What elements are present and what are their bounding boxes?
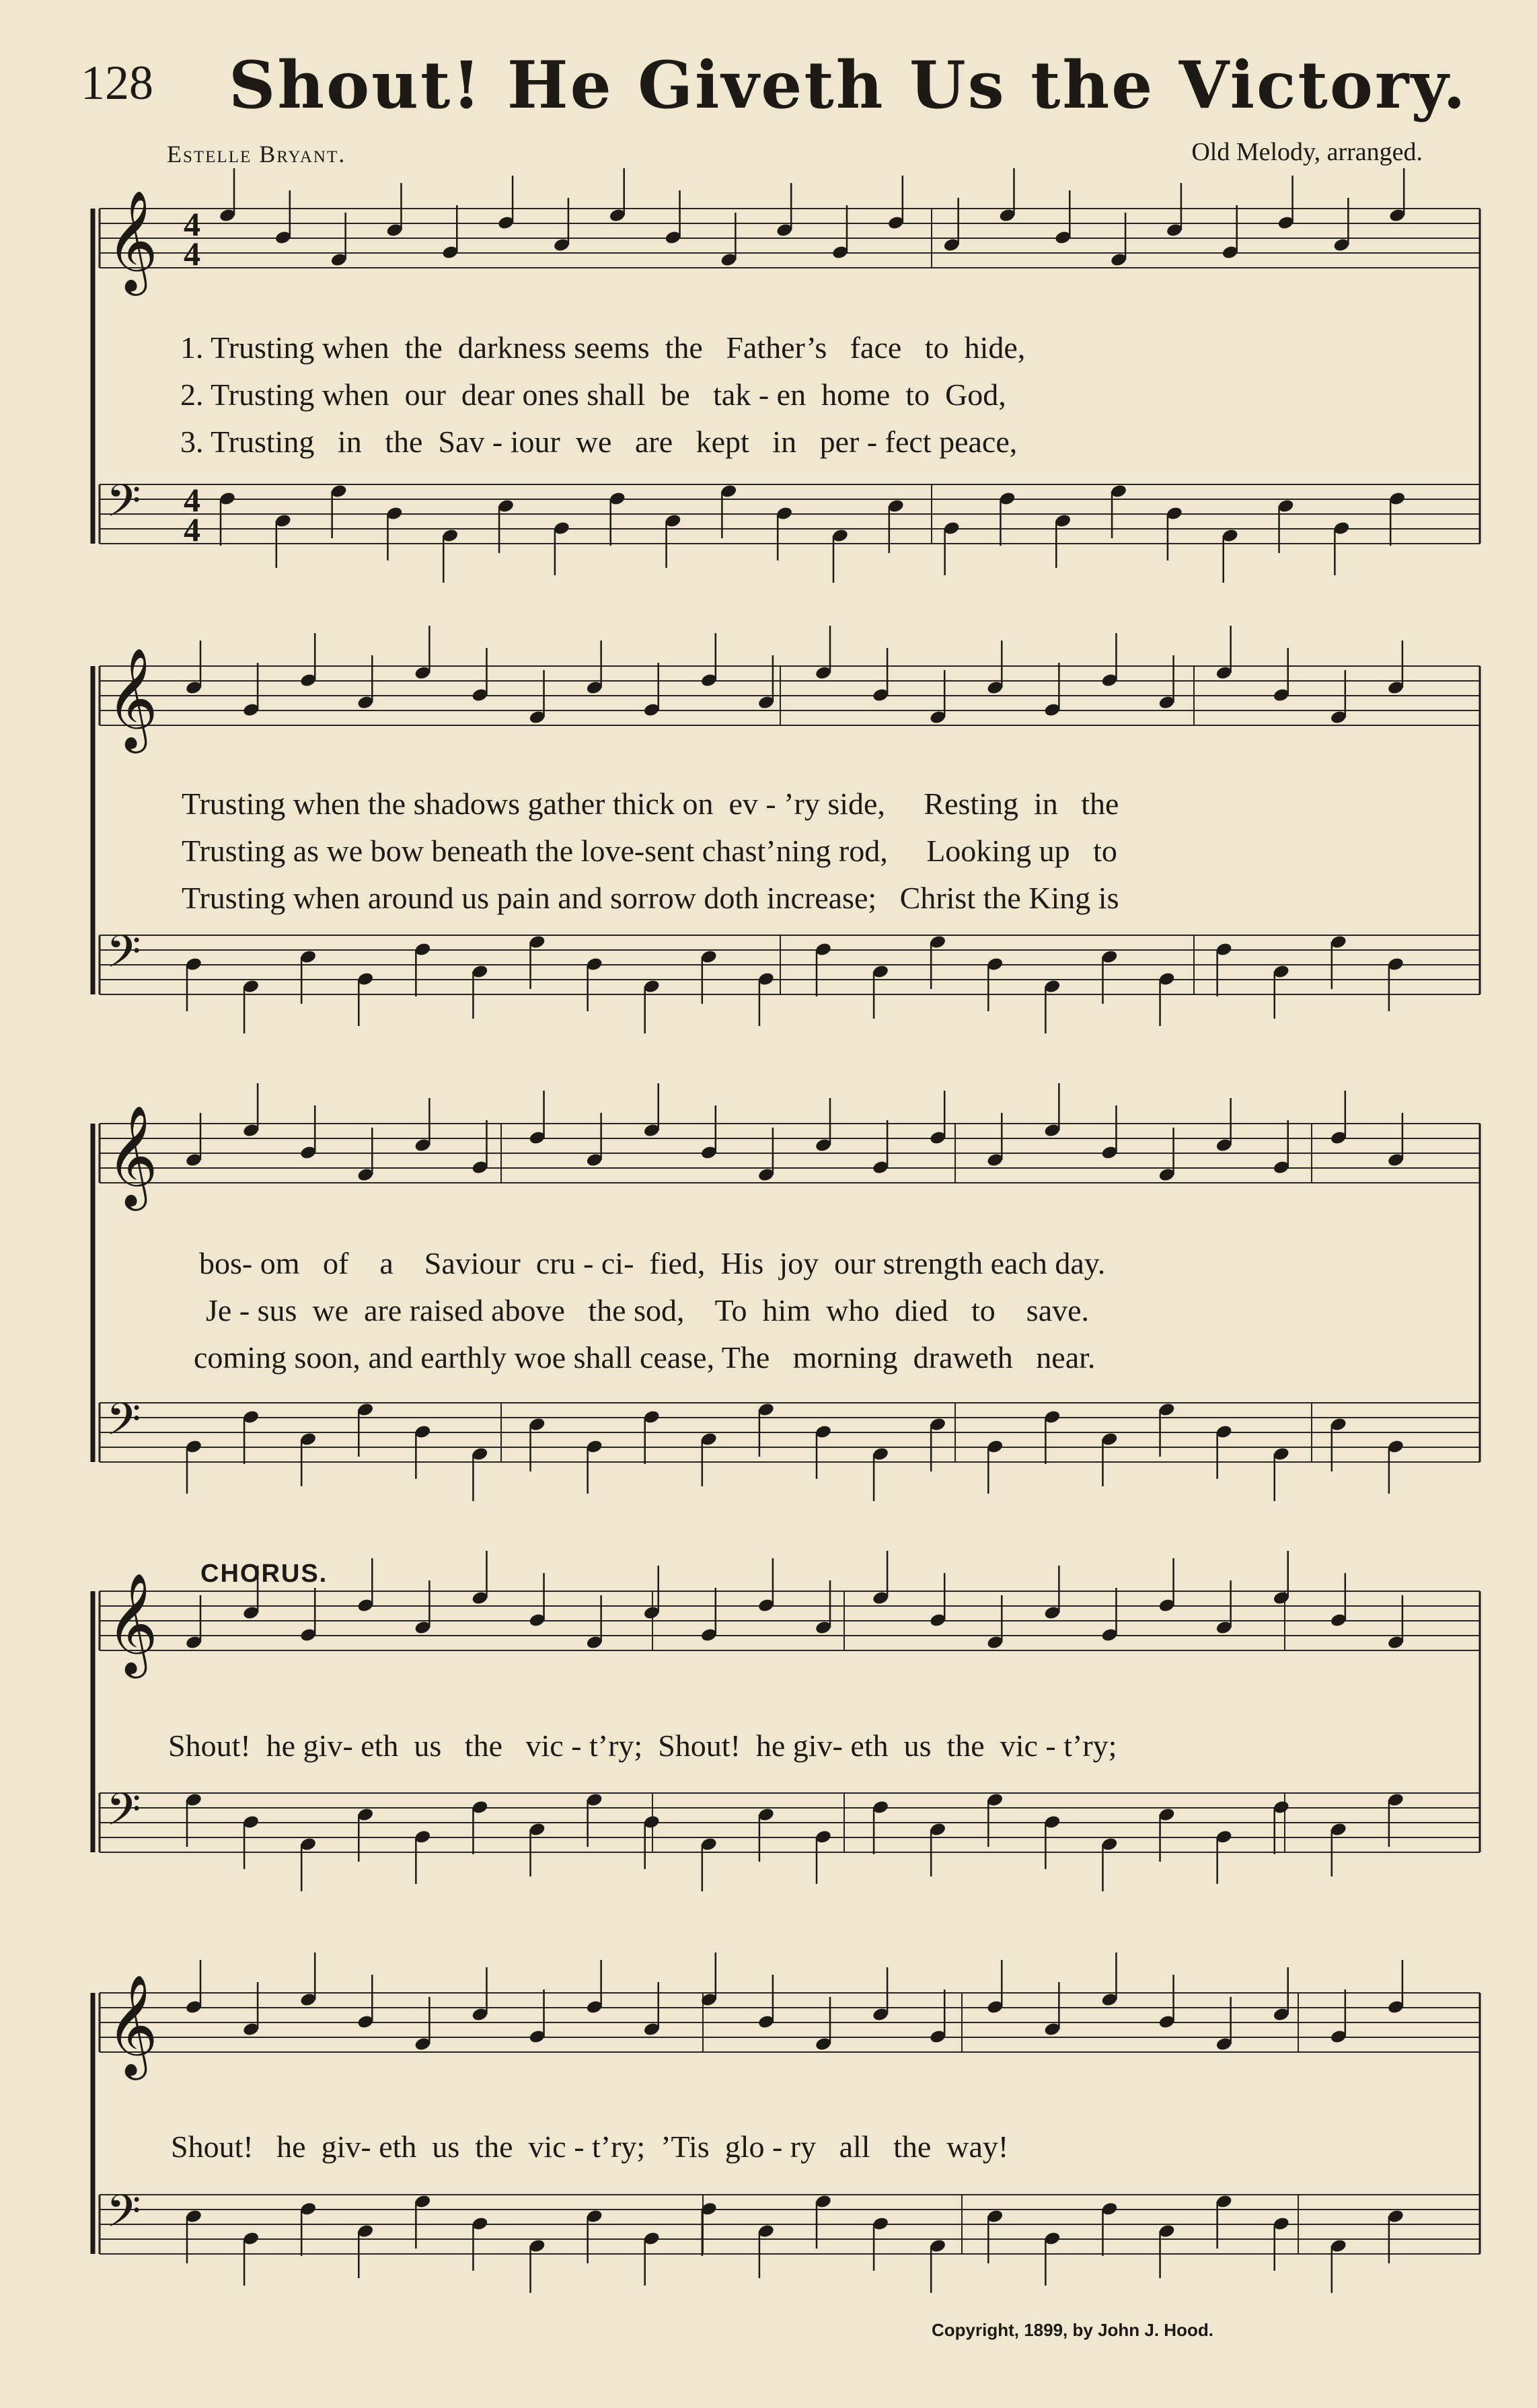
- lyric-line: 3. Trusting in the Sav - iour we are kept in per - fect peace,: [180, 425, 1018, 459]
- lyric-line: Shout! he giv- eth us the vic - t’ry; ’Tis glo - ry all the way!: [171, 2129, 1009, 2164]
- lyric-line: 1. Trusting when the darkness seems the Father’s face to hide,: [180, 330, 1026, 365]
- treble-clef-icon: 𝄞: [106, 189, 158, 291]
- bass-clef-icon: 𝄢: [106, 926, 141, 988]
- chorus-label: CHORUS.: [200, 1560, 328, 1588]
- treble-clef-icon: 𝄞: [106, 1572, 158, 1674]
- time-signature: 4: [184, 511, 200, 548]
- copyright-notice: Copyright, 1899, by John J. Hood.: [932, 2320, 1213, 2340]
- bass-clef-icon: 𝄢: [106, 475, 141, 538]
- lyric-line: coming soon, and earthly woe shall cease, The morning draweth near.: [194, 1340, 1096, 1375]
- bass-clef-icon: 𝄢: [106, 2185, 141, 2248]
- lyric-line: Trusting as we bow beneath the love-sent chast’ning rod, Looking up to: [182, 834, 1117, 868]
- hymn-title: Shout! He Giveth Us the Victory.: [229, 47, 1468, 123]
- page-number: 128: [81, 56, 153, 110]
- lyric-line: Shout! he giv- eth us the vic - t’ry; Shout! he giv- eth us the vic - t’ry;: [168, 1728, 1117, 1763]
- lyric-line: Trusting when the shadows gather thick on ev - ’ry side, Resting in the: [182, 787, 1119, 821]
- lyric-line: Trusting when around us pain and sorrow doth increase; Christ the King is: [182, 881, 1119, 915]
- time-signature: 4: [184, 481, 200, 519]
- time-signature: 4: [184, 235, 200, 272]
- lyricist-credit: Estelle Bryant.: [167, 141, 346, 168]
- treble-clef-icon: 𝄞: [106, 1973, 158, 2076]
- bass-clef-icon: 𝄢: [106, 1393, 141, 1456]
- lyric-line: Je - sus we are raised above the sod, To him who died to save.: [206, 1293, 1090, 1327]
- time-signature: 4: [184, 205, 200, 243]
- bass-clef-icon: 𝄢: [106, 1784, 141, 1846]
- lyric-line: bos- om of a Saviour cru - ci- fied, His joy our strength each day.: [199, 1246, 1106, 1280]
- treble-clef-icon: 𝄞: [106, 1104, 158, 1206]
- composer-credit: Old Melody, arranged.: [1191, 138, 1423, 166]
- treble-clef-icon: 𝄞: [106, 647, 158, 749]
- lyric-line: 2. Trusting when our dear ones shall be tak - en home to God,: [180, 377, 1006, 412]
